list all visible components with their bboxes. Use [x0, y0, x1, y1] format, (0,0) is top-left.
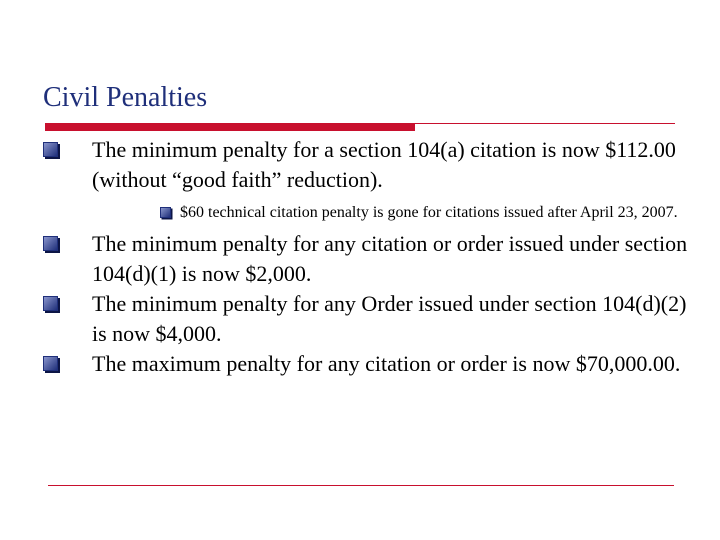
bullet-text: The minimum penalty for any Order issued under section 104(d)(2) is now $4,000.: [92, 291, 687, 346]
bullet-text: The minimum penalty for a section 104(a) citation is now $112.00 (without “good faith” reduction).: [92, 137, 676, 192]
checkbox-square-icon: [43, 142, 58, 157]
bullet-item: [43, 229, 698, 289]
checkbox-square-icon: [43, 356, 58, 371]
sub-bullet-list: [92, 203, 698, 223]
bullet-item: [43, 135, 698, 223]
bullet-item: [43, 289, 698, 349]
sub-bullet-text: $60 technical citation penalty is gone for citations issued after April 23, 2007.: [180, 204, 678, 221]
footer-rule: [48, 485, 674, 486]
bullet-text: The maximum penalty for any citation or order is now $70,000.00.: [92, 351, 681, 376]
bullet-item: [43, 349, 698, 379]
bullet-list: [43, 135, 698, 379]
slide-title: Civil Penalties: [43, 82, 208, 113]
sub-bullet-item: [180, 203, 698, 223]
checkbox-square-icon: [43, 296, 58, 311]
bullet-text: The minimum penalty for any citation or order issued under section 104(d)(1) is now $2,000.: [92, 231, 688, 286]
title-underline-thick: [45, 123, 415, 131]
checkbox-square-icon: [160, 207, 171, 218]
title-underline-thin: [415, 123, 675, 124]
checkbox-square-icon: [43, 236, 58, 251]
